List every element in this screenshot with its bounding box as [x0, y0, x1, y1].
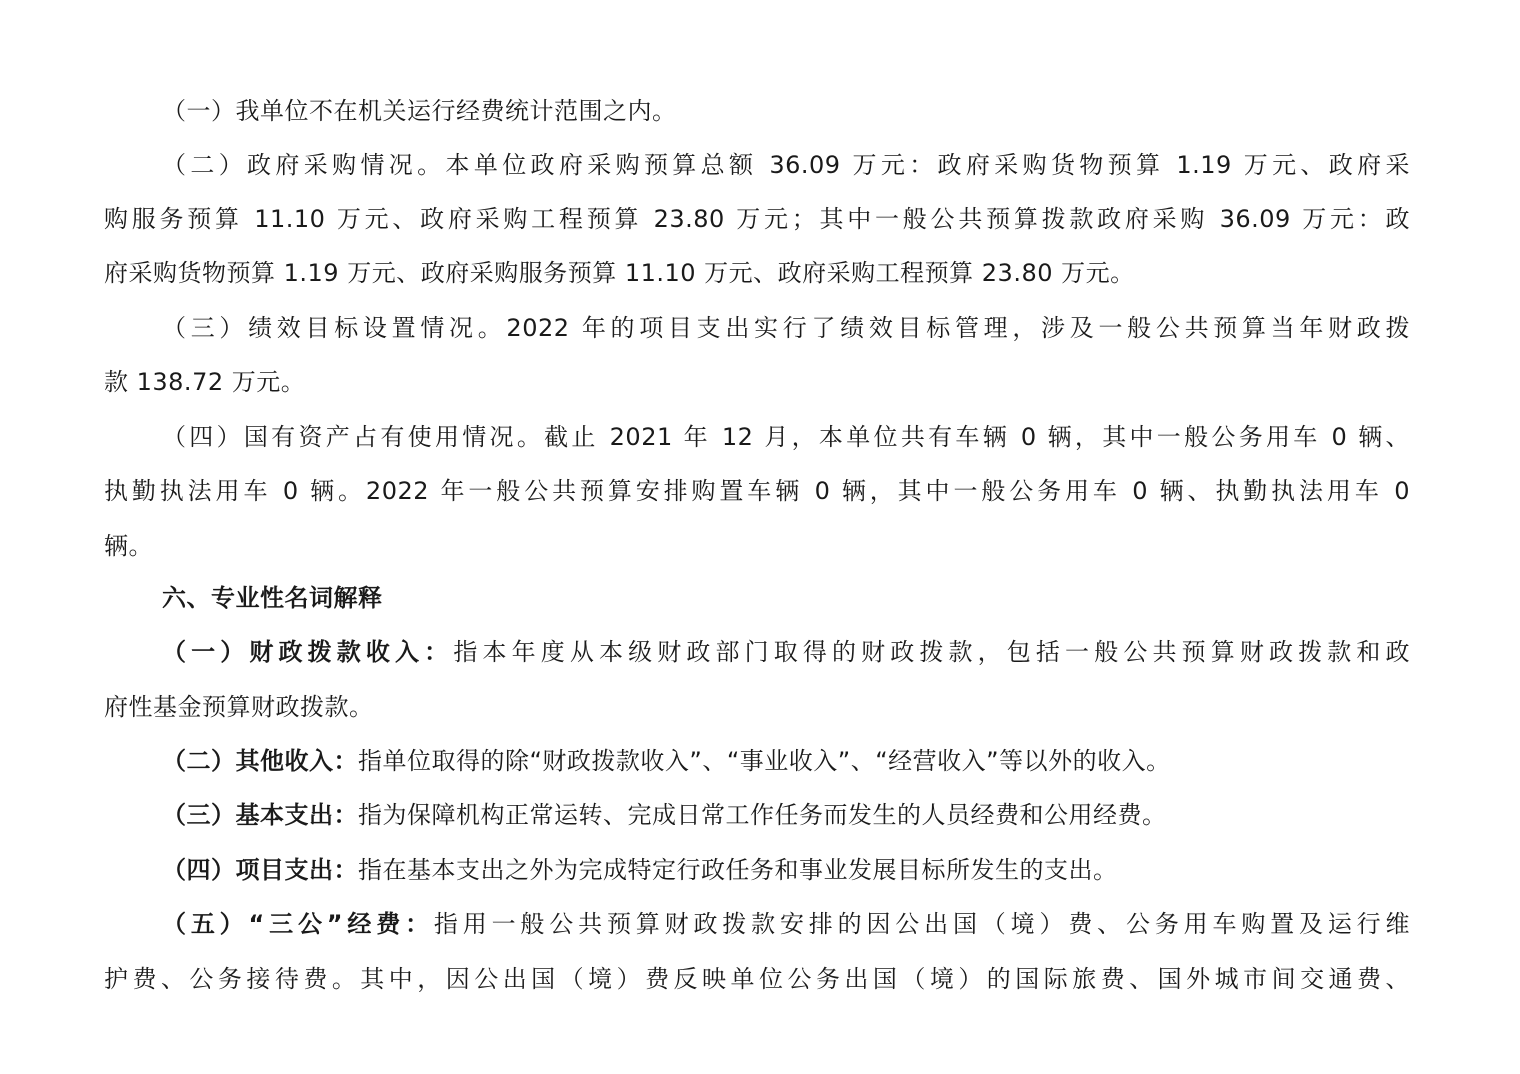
- paragraph-line: [104, 246, 1410, 300]
- line-text: 执勤执法用车 0 辆。2022 年一般公共预算安排购置车辆 0 辆，其中一般公务用车 0 辆、执勤执法用车 0: [104, 477, 1410, 505]
- section-heading: [162, 571, 1410, 625]
- term-label: （一）财政拨款收入：: [162, 638, 454, 666]
- paragraph-line: [162, 84, 1410, 138]
- line-text: 府性基金预算财政拨款。: [104, 693, 374, 721]
- definition-line: [162, 625, 1410, 679]
- term-label: （五）“三公”经费：: [162, 910, 434, 938]
- line-text: （二）政府采购情况。本单位政府采购预算总额 36.09 万元：政府采购货物预算 1.19 万元、政府采: [162, 151, 1410, 179]
- heading-text: 六、专业性名词解释: [162, 584, 383, 612]
- line-text: 款 138.72 万元。: [104, 368, 306, 396]
- paragraph-line: [104, 464, 1410, 518]
- definition-text: 指用一般公共预算财政拨款安排的因公出国（境）费、公务用车购置及运行维: [433, 910, 1411, 938]
- definition-line: [162, 897, 1410, 951]
- definition-text: 指为保障机构正常运转、完成日常工作任务而发生的人员经费和公用经费。: [358, 801, 1167, 829]
- paragraph-line: [104, 192, 1410, 246]
- term-label: （三）基本支出：: [162, 801, 358, 829]
- line-text: 护费、公务接待费。其中，因公出国（境）费反映单位公务出国（境）的国际旅费、国外城市间交通费、: [104, 965, 1410, 993]
- definition-text: 指单位取得的除“财政拨款收入”、“事业收入”、“经营收入”等以外的收入。: [358, 747, 1171, 775]
- paragraph-line: [162, 301, 1410, 355]
- line-text: 辆。: [104, 532, 153, 560]
- paragraph-line: [104, 355, 1410, 409]
- line-text: （三）绩效目标设置情况。2022 年的项目支出实行了绩效目标管理，涉及一般公共预算当年财政拨: [162, 314, 1410, 342]
- term-label: （四）项目支出：: [162, 856, 358, 884]
- line-text: 府采购货物预算 1.19 万元、政府采购服务预算 11.10 万元、政府采购工程预算 23.80 万元。: [104, 259, 1135, 287]
- paragraph-line: [104, 519, 1410, 573]
- paragraph-line: [162, 138, 1410, 192]
- line-text: 购服务预算 11.10 万元、政府采购工程预算 23.80 万元；其中一般公共预算拨款政府采购 36.09 万元：政: [104, 205, 1410, 233]
- definition-text: 指在基本支出之外为完成特定行政任务和事业发展目标所发生的支出。: [358, 856, 1118, 884]
- definition-text: 指本年度从本级财政部门取得的财政拨款，包括一般公共预算财政拨款和政: [453, 638, 1411, 666]
- line-text: （一）我单位不在机关运行经费统计范围之内。: [162, 97, 677, 125]
- definition-line: [162, 843, 1410, 897]
- definition-line: [162, 788, 1410, 842]
- definition-line: [162, 734, 1410, 788]
- line-text: （四）国有资产占有使用情况。截止 2021 年 12 月，本单位共有车辆 0 辆，其中一般公务用车 0 辆、: [162, 423, 1410, 451]
- paragraph-line: [104, 952, 1410, 1006]
- paragraph-line: [162, 410, 1410, 464]
- paragraph-line: [104, 680, 1410, 734]
- term-label: （二）其他收入：: [162, 747, 358, 775]
